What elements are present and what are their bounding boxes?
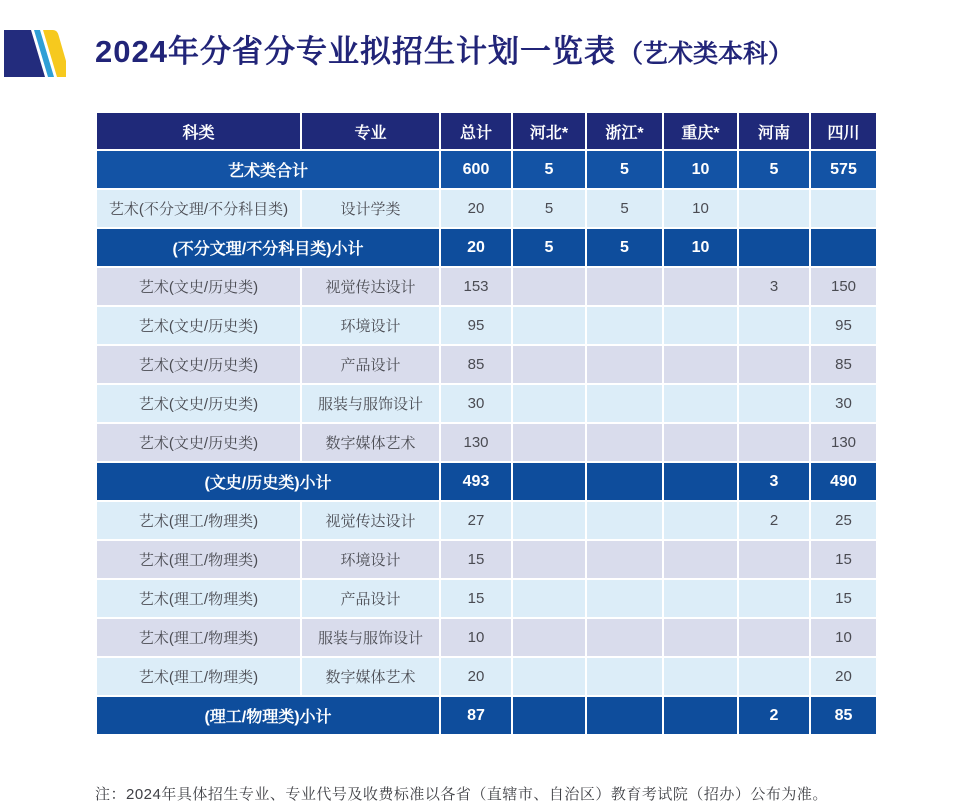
value-cell-2	[587, 541, 662, 578]
table-row-subtotal	[97, 697, 876, 734]
value-cell-3	[664, 346, 737, 383]
value-cell-0: 130	[441, 424, 511, 461]
value-cell-1	[513, 658, 585, 695]
value-cell-2	[587, 619, 662, 656]
category-cell: 艺术(文史/历史类)	[97, 424, 300, 461]
value-cell-4	[739, 190, 809, 227]
table-row-data	[97, 346, 876, 383]
value-cell-0: 85	[441, 346, 511, 383]
table-row-total	[97, 151, 876, 188]
value-cell-1	[513, 580, 585, 617]
value-cell-2	[587, 424, 662, 461]
value-cell-3	[664, 580, 737, 617]
column-header-0: 科类	[97, 113, 300, 149]
value-cell-5: 15	[811, 580, 876, 617]
value-cell-2	[587, 658, 662, 695]
subtotal-label-cell: (理工/物理类)小计	[97, 697, 439, 734]
major-cell: 视觉传达设计	[302, 268, 439, 305]
value-cell-1	[513, 541, 585, 578]
header-row	[97, 113, 876, 149]
subtotal-label-cell: (文史/历史类)小计	[97, 463, 439, 500]
column-header-6: 河南	[739, 113, 809, 149]
value-cell-2: 5	[587, 229, 662, 266]
value-cell-2	[587, 502, 662, 539]
value-cell-5	[811, 190, 876, 227]
plan-table	[95, 111, 878, 736]
page-title	[95, 35, 793, 67]
value-cell-2	[587, 346, 662, 383]
value-cell-1	[513, 502, 585, 539]
value-cell-5: 25	[811, 502, 876, 539]
value-cell-3	[664, 658, 737, 695]
table-row-data	[97, 502, 876, 539]
value-cell-1: 5	[513, 190, 585, 227]
major-cell: 产品设计	[302, 346, 439, 383]
plan-table-head	[97, 113, 876, 149]
value-cell-5: 20	[811, 658, 876, 695]
column-header-4: 浙江*	[587, 113, 662, 149]
value-cell-4: 3	[739, 268, 809, 305]
table-row-data	[97, 658, 876, 695]
value-cell-5: 150	[811, 268, 876, 305]
column-header-1: 专业	[302, 113, 439, 149]
value-cell-4	[739, 541, 809, 578]
plan-table-body	[97, 151, 876, 734]
value-cell-4	[739, 229, 809, 266]
value-cell-5: 130	[811, 424, 876, 461]
value-cell-0: 30	[441, 385, 511, 422]
column-header-3: 河北*	[513, 113, 585, 149]
value-cell-2: 5	[587, 190, 662, 227]
value-cell-4: 5	[739, 151, 809, 188]
value-cell-4	[739, 385, 809, 422]
value-cell-1: 5	[513, 229, 585, 266]
value-cell-4: 2	[739, 502, 809, 539]
subtotal-label-cell: (不分文理/不分科目类)小计	[97, 229, 439, 266]
value-cell-3	[664, 307, 737, 344]
value-cell-1	[513, 346, 585, 383]
major-cell: 服装与服饰设计	[302, 385, 439, 422]
category-cell: 艺术(文史/历史类)	[97, 385, 300, 422]
major-cell: 数字媒体艺术	[302, 424, 439, 461]
value-cell-0: 10	[441, 619, 511, 656]
value-cell-1	[513, 697, 585, 734]
value-cell-0: 95	[441, 307, 511, 344]
value-cell-0: 15	[441, 580, 511, 617]
major-cell: 环境设计	[302, 307, 439, 344]
value-cell-5: 30	[811, 385, 876, 422]
plan-table-container	[95, 111, 862, 736]
value-cell-4	[739, 619, 809, 656]
table-row-subtotal	[97, 463, 876, 500]
value-cell-3	[664, 541, 737, 578]
value-cell-2: 5	[587, 151, 662, 188]
table-row-data	[97, 424, 876, 461]
value-cell-1	[513, 463, 585, 500]
table-row-data	[97, 307, 876, 344]
value-cell-4: 3	[739, 463, 809, 500]
category-cell: 艺术(文史/历史类)	[97, 346, 300, 383]
value-cell-0: 20	[441, 658, 511, 695]
value-cell-5: 85	[811, 346, 876, 383]
value-cell-4: 2	[739, 697, 809, 734]
value-cell-3	[664, 697, 737, 734]
category-cell: 艺术(理工/物理类)	[97, 619, 300, 656]
column-header-5: 重庆*	[664, 113, 737, 149]
page-title-paren: （艺术类本科）	[617, 40, 793, 68]
table-row-data	[97, 190, 876, 227]
value-cell-3: 10	[664, 229, 737, 266]
value-cell-2	[587, 697, 662, 734]
category-cell: 艺术(文史/历史类)	[97, 268, 300, 305]
value-cell-0: 493	[441, 463, 511, 500]
table-row-data	[97, 268, 876, 305]
column-header-2: 总计	[441, 113, 511, 149]
value-cell-5: 85	[811, 697, 876, 734]
value-cell-3	[664, 268, 737, 305]
major-cell: 数字媒体艺术	[302, 658, 439, 695]
value-cell-3	[664, 619, 737, 656]
table-row-data	[97, 619, 876, 656]
value-cell-2	[587, 463, 662, 500]
value-cell-5: 490	[811, 463, 876, 500]
value-cell-4	[739, 307, 809, 344]
major-cell: 视觉传达设计	[302, 502, 439, 539]
value-cell-5	[811, 229, 876, 266]
value-cell-5: 95	[811, 307, 876, 344]
value-cell-1	[513, 424, 585, 461]
table-row-data	[97, 541, 876, 578]
footnote-text: 注：2024年具体招生专业、专业代号及收费标准以各省（直辖市、自治区）教育考试院（招办）公布为准。	[95, 786, 828, 803]
page-header	[0, 22, 958, 80]
value-cell-4	[739, 424, 809, 461]
value-cell-0: 15	[441, 541, 511, 578]
major-cell: 服装与服饰设计	[302, 619, 439, 656]
value-cell-1: 5	[513, 151, 585, 188]
value-cell-1	[513, 619, 585, 656]
column-header-7: 四川	[811, 113, 876, 149]
table-row-subtotal	[97, 229, 876, 266]
category-cell: 艺术(理工/物理类)	[97, 658, 300, 695]
value-cell-3: 10	[664, 190, 737, 227]
value-cell-2	[587, 385, 662, 422]
value-cell-4	[739, 658, 809, 695]
value-cell-3	[664, 502, 737, 539]
value-cell-0: 20	[441, 229, 511, 266]
value-cell-0: 153	[441, 268, 511, 305]
category-cell: 艺术(理工/物理类)	[97, 541, 300, 578]
value-cell-1	[513, 268, 585, 305]
category-cell: 艺术(不分文理/不分科目类)	[97, 190, 300, 227]
major-cell: 设计学类	[302, 190, 439, 227]
value-cell-4	[739, 580, 809, 617]
value-cell-3: 10	[664, 151, 737, 188]
value-cell-3	[664, 385, 737, 422]
value-cell-1	[513, 385, 585, 422]
category-cell: 艺术(理工/物理类)	[97, 502, 300, 539]
category-cell: 艺术(理工/物理类)	[97, 580, 300, 617]
value-cell-2	[587, 580, 662, 617]
value-cell-3	[664, 463, 737, 500]
value-cell-5: 575	[811, 151, 876, 188]
category-cell: 艺术(文史/历史类)	[97, 307, 300, 344]
page-title-main: 2024年分省分专业拟招生计划一览表	[95, 34, 616, 69]
table-row-data	[97, 385, 876, 422]
value-cell-3	[664, 424, 737, 461]
value-cell-5: 10	[811, 619, 876, 656]
value-cell-0: 27	[441, 502, 511, 539]
value-cell-0: 600	[441, 151, 511, 188]
value-cell-5: 15	[811, 541, 876, 578]
major-cell: 环境设计	[302, 541, 439, 578]
value-cell-4	[739, 346, 809, 383]
value-cell-2	[587, 268, 662, 305]
school-logo-icon	[4, 25, 68, 77]
total-label-cell: 艺术类合计	[97, 151, 439, 188]
value-cell-0: 20	[441, 190, 511, 227]
value-cell-1	[513, 307, 585, 344]
value-cell-2	[587, 307, 662, 344]
table-row-data	[97, 580, 876, 617]
major-cell: 产品设计	[302, 580, 439, 617]
value-cell-0: 87	[441, 697, 511, 734]
